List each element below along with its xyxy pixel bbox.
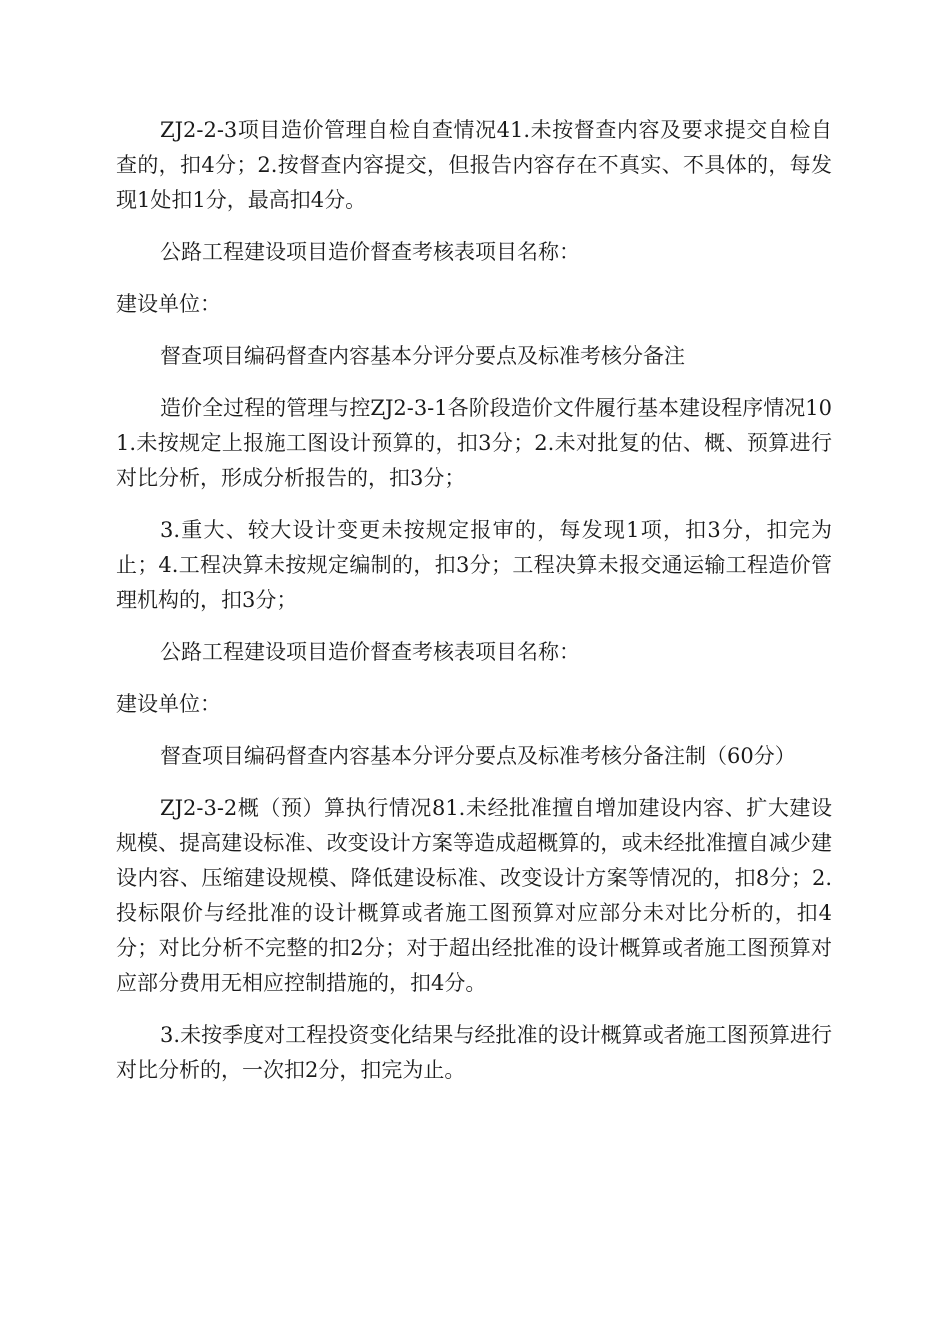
paragraph-zj2-2-3: ZJ2-2-3项目造价管理自检自查情况41.未按督查内容及要求提交自检自查的，扣4分；2.按督查内容提交，但报告内容存在不真实、不具体的，每发现1处扣1分，最高扣4分。 <box>116 118 832 212</box>
paragraph-table-header-2: 督查项目编码督查内容基本分评分要点及标准考核分备注制（60分） <box>160 744 796 768</box>
document-body <box>116 113 832 1105</box>
paragraph-construction-unit: 建设单位： <box>116 292 221 316</box>
paragraph-construction-unit-2: 建设单位： <box>116 692 221 716</box>
paragraph-zj2-3-1: 造价全过程的管理与控ZJ2-3-1各阶段造价文件履行基本建设程序情况101.未按规定上报施工图设计预算的，扣3分；2.未对批复的估、概、预算进行对比分析，形成分析报告的，扣3分； <box>116 396 832 490</box>
paragraph-table-title-2: 公路工程建设项目造价督查考核表项目名称： <box>160 640 580 664</box>
paragraph-zj2-3-1-continued: 3.重大、较大设计变更未按规定报审的，每发现1项，扣3分，扣完为止；4.工程决算未按规定编制的，扣3分；工程决算未报交通运输工程造价管理机构的，扣3分； <box>116 518 832 612</box>
paragraph-zj2-3-2-continued: 3.未按季度对工程投资变化结果与经批准的设计概算或者施工图预算进行对比分析的，一次扣2分，扣完为止。 <box>116 1023 832 1082</box>
paragraph-zj2-3-2: ZJ2-3-2概（预）算执行情况81.未经批准擅自增加建设内容、扩大建设规模、提高建设标准、改变设计方案等造成超概算的，或未经批准擅自减少建设内容、压缩建设规模、降低建设标准、改变设计方案等情况的，扣8分；2.投标限价与经批准的设计概算或者施工图预算对应部分未对比分析的，扣4分；对比分析不完整的扣2分；对于超出经批准的设计概算或者施工图预算对应部分费用无相应控制措施的，扣4分。 <box>116 796 832 995</box>
paragraph-table-header: 督查项目编码督查内容基本分评分要点及标准考核分备注 <box>160 344 685 368</box>
paragraph-table-title: 公路工程建设项目造价督查考核表项目名称： <box>160 240 580 264</box>
